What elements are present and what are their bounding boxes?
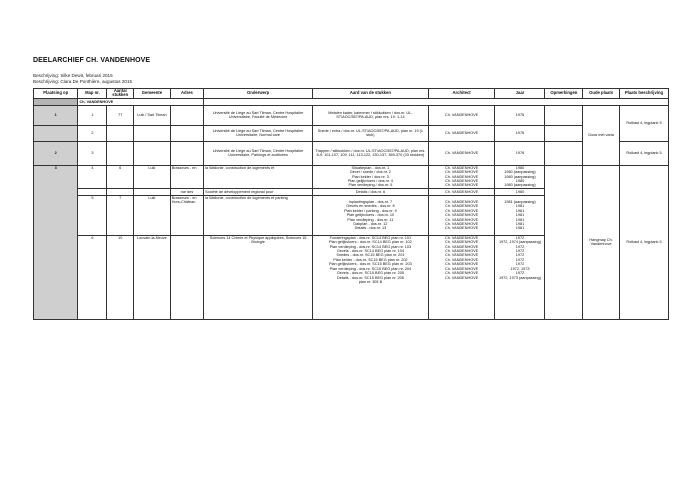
aard-line: Plan gelijkvloers - dos.nr. 10 (346, 213, 395, 218)
architect-cell: Ch. VANDENHOVE (428, 125, 495, 141)
description-line-2: Beschrijving: Clara De Ponthière, augustus 2015 (33, 79, 133, 84)
aard-line: Details - dos.nr. SC15 BEG plan nr. 206 (336, 275, 404, 280)
gemeente-cell: Luik / Sart Tilman (134, 105, 171, 125)
aard-line: Situatieplan - dos.nr. 1 (351, 165, 390, 170)
map-cell: 5 (78, 195, 107, 235)
jaar-line: 1972, 1973 (aanpassing) (498, 275, 541, 280)
jaar-line: 1981 (aanpassing) (504, 199, 536, 204)
architect-cell (428, 235, 495, 319)
aard-line: Plan kelder - dos.nr. SC15 BEG plan nr. 202 (333, 257, 408, 262)
header-jaar: Jaar (495, 89, 545, 99)
architect-line: Ch. VANDENHOVE (444, 170, 479, 175)
aard-line: Plan gelijkvloers / dos.nr. 4 (347, 179, 393, 184)
architect-line: Ch. VANDENHOVE (444, 262, 479, 267)
onderwerp-cell: Université de Liège au Sart Tilman, Centre Hospitalier Universitaire, Faculté de Médecine (204, 105, 313, 125)
onderwerp-cell: Université de Liège au Sart Tilman, Centre Hospitalier Universitaire, Normal care (204, 125, 313, 141)
jaar-line: 1981 (515, 221, 525, 226)
aard-line: Gevels en snedes - dos.nr. 8 (346, 204, 395, 209)
oude-plaats-cell: Hangmap Ch. Vandenhove (583, 165, 620, 319)
architect-line: Ch. VANDENHOVE (444, 174, 479, 179)
aard-line: Snedes - dos.nr. SC15 BEG plan nr. 201 (336, 253, 405, 258)
aard-cell: Details / dos.nr. 6 (313, 188, 429, 195)
jaar-line: 1980 (aanpassing) (504, 183, 536, 188)
table-row (34, 165, 669, 188)
count-cell: 7 (107, 195, 134, 235)
group-cell: 1 (34, 105, 78, 125)
gemeente-cell (134, 188, 171, 195)
jaar-line: 1972, 1974 (aanpassing) (498, 240, 541, 245)
group-cell (34, 125, 78, 141)
opmerkingen-cell (545, 141, 583, 165)
header-onderwerp: Onderwerp (204, 89, 313, 99)
jaar-line: 1980 (515, 179, 525, 184)
architect-line: Ch. VANDENHOVE (444, 165, 479, 170)
plaats-cell: Rolkast 4, legplank 5 (619, 105, 668, 141)
oude-plaats-cell: Doos met varia (583, 105, 620, 165)
aard-line: Plan verdieping - dos.nr. SC15 BEG plan nr. 204 (329, 266, 412, 271)
opmerkingen-cell (545, 165, 583, 319)
gemeente-cell: Luik (134, 165, 171, 188)
onderwerp-cell: Université de Liège au Sart Tilman, Centre Hospitalier Universitaire, Parkings et auditoires (204, 141, 313, 165)
count-cell (107, 141, 134, 165)
architect-line: Ch. VANDENHOVE (444, 244, 479, 249)
adres-cell: Brasseurs - en (170, 165, 203, 188)
adres-cell (170, 141, 203, 165)
adres-cell (170, 125, 203, 141)
header-map: Map nr. (78, 89, 107, 99)
adres-cell (170, 105, 203, 125)
aard-line: Plan verdieping - dos.nr. SC14 BEG plan nr. 103 (329, 244, 412, 249)
jaar-line: 1972 (515, 257, 525, 262)
jaar-line: 1980 (aanpassing) (504, 174, 536, 179)
aard-cell: Snede / extra / dos.nr. UL-ST/AOC/557/PA-AUD, plan nr. 19 (1 stuk) (313, 125, 429, 141)
archive-row-gray (34, 98, 78, 105)
jaar-cell (495, 165, 545, 188)
architect-line: Ch. VANDENHOVE (444, 257, 479, 262)
aard-line: Details - dos.nr. 13 (354, 226, 387, 231)
map-cell (78, 188, 107, 195)
aard-cell: Metalen kader, kalenmer / stikkokken / dos.nr. UL-ST/AOC/557/PA-AUD, plan nrs. 19, 1-14 (313, 105, 429, 125)
aard-line: Plan verdieping / dos.nr. 5 (348, 183, 393, 188)
architect-line: Ch. VANDENHOVE (444, 217, 479, 222)
aard-line: Gevels - dos.nr. SC15 BEG plan nr. 205 (336, 271, 404, 276)
opmerkingen-cell (545, 125, 583, 141)
gemeente-cell: Luik (134, 195, 171, 235)
jaar-cell (495, 195, 545, 235)
group-cell: 2 (34, 141, 78, 165)
jaar-cell: 1976 (495, 105, 545, 125)
aard-line: Gevels - dos.nr. SC14 BEG plan nr. 104 (336, 249, 404, 254)
onderwerp-cell: Sciences 14 Chimie et Physique appliquées, Sciences 15 Biologie (204, 235, 313, 319)
architect-line: Ch. VANDENHOVE (444, 179, 479, 184)
onderwerp-cell: la Wallonie, construction de logements et parking (204, 195, 313, 235)
jaar-cell: 1980 (495, 188, 545, 195)
aard-line: Plan gelijkvloers - dos.nr. SC14 BEG plan nr. 102 (329, 240, 412, 245)
aard-cell (313, 195, 429, 235)
jaar-line: 1981 (515, 226, 525, 231)
map-cell: 2 (78, 125, 107, 141)
onderwerp-cell: Société de développement regional pour (204, 188, 313, 195)
jaar-line: 1972, 1973 (510, 266, 530, 271)
architect-line: Ch. VANDENHOVE (444, 266, 479, 271)
onderwerp-cell: la Wallonie, construction de logements et (204, 165, 313, 188)
archive-label: Ch. VANDENHOVE (78, 98, 204, 105)
table-row (34, 141, 669, 165)
architect-line: Ch. VANDENHOVE (444, 183, 479, 188)
aard-line: Plan gelijkvloers - dos.nr. SC15 BEG plan nr. 203 (329, 262, 412, 267)
count-cell (107, 188, 134, 195)
aard-cell (313, 165, 429, 188)
architect-cell: Ch. VANDENHOVE (428, 188, 495, 195)
aard-cell (313, 235, 429, 319)
aard-line: plan nr. 305 B (358, 279, 383, 284)
jaar-line: 1981 (515, 213, 525, 218)
architect-line: Ch. VANDENHOVE (444, 235, 479, 240)
header-plaats-beschrijving: Plaats beschrijving (619, 89, 668, 99)
jaar-line: 1972 (515, 262, 525, 267)
jaar-line: 1972 (515, 249, 525, 254)
inventory-table (33, 88, 669, 320)
jaar-line: 1981 (515, 217, 525, 222)
jaar-cell: 1976 (495, 141, 545, 165)
gemeente-cell (134, 125, 171, 141)
architect-cell: Ch. VANDENHOVE (428, 141, 495, 165)
adres-cell: rue des (170, 188, 203, 195)
header-opmerkingen: Opmerkingen (545, 89, 583, 99)
aard-line: Plan kelder / parking - dos.nr. 9 (344, 208, 397, 213)
aard-line: Plan verdieping - dos.nr. 11 (347, 217, 394, 222)
group-cell: 3 (34, 165, 78, 319)
architect-line: Ch. VANDENHOVE (444, 208, 479, 213)
header-aantal: Aantal stukken (107, 89, 134, 99)
header-architect: Architect (428, 89, 495, 99)
architect-line: Ch. VANDENHOVE (444, 221, 479, 226)
architect-line: Ch. VANDENHOVE (444, 226, 479, 231)
aard-cell: Trappen / stikkokken / dos.nr. UL-ST/AOC/557/PA-AUD, plan nrs. 6-9, 101-107, 109, 111, 113-122, 130-137, 369-370 (33 stukken) (313, 141, 429, 165)
jaar-cell: 1976 (495, 125, 545, 141)
header-plaatsing: Plaatsing op (34, 89, 78, 99)
jaar-line: 1981 (515, 208, 525, 213)
map-cell: 6 (78, 235, 107, 319)
header-gemeente: Gemeente (134, 89, 171, 99)
plaats-cell: Rolkast 4, legplank 5 (619, 141, 668, 165)
map-cell: 3 (78, 141, 107, 165)
plaats-cell: Rolkast 4, legplank 5 (619, 165, 668, 319)
header-row (34, 89, 669, 99)
architect-line: Ch. VANDENHOVE (444, 271, 479, 276)
architect-line: Ch. VANDENHOVE (444, 199, 479, 204)
architect-line: Ch. VANDENHOVE (444, 213, 479, 218)
count-cell (107, 125, 134, 141)
gemeente-cell (134, 141, 171, 165)
archive-row (34, 98, 669, 105)
map-cell: 1 (78, 105, 107, 125)
architect-line: Ch. VANDENHOVE (444, 204, 479, 209)
header-adres: Adres (170, 89, 203, 99)
jaar-line: 1972 (515, 271, 525, 276)
jaar-line: 1972 (515, 235, 525, 240)
table-row (34, 125, 669, 141)
jaar-line: 1981 (515, 204, 525, 209)
header-oude-plaats: Oude plaats (583, 89, 620, 99)
adres-cell (170, 235, 203, 319)
architect-line: Ch. VANDENHOVE (444, 253, 479, 258)
aard-line: Inplantingsplan - dos.nr. 7 (348, 199, 393, 204)
aard-line: Gevel / snede / dos.nr. 2 (349, 170, 391, 175)
aard-line: Funderingsplan - dos.nr. SC14 BEG plan nr. 101 (329, 235, 412, 240)
aard-line: Dakplan - dos.nr. 12 (353, 221, 388, 226)
map-cell: 4 (78, 165, 107, 188)
count-cell: 77 (107, 105, 134, 125)
description-line-1: Beschrijving: Silke Dewit, februari 2015 (33, 73, 113, 78)
architect-cell (428, 165, 495, 188)
adres-cell: Brasseurs - en Hors-Château (170, 195, 203, 235)
jaar-line: 1972 (515, 253, 525, 258)
table-row (34, 105, 669, 125)
architect-cell (428, 195, 495, 235)
jaar-line: 1980 (515, 165, 525, 170)
architect-line: Ch. VANDENHOVE (444, 275, 479, 280)
architect-cell: Ch. VANDENHOVE (428, 105, 495, 125)
count-cell: 6 (107, 165, 134, 188)
architect-line: Ch. VANDENHOVE (444, 240, 479, 245)
gemeente-cell: Louvain-la-Neuve (134, 235, 171, 319)
jaar-line: 1980 (aanpassing) (504, 170, 536, 175)
document-title: DEELARCHIEF CH. VANDENHOVE (33, 57, 151, 64)
header-aard: Aard van de stukken (313, 89, 429, 99)
count-cell: 10 (107, 235, 134, 319)
aard-line: Plan kelder / dos.nr. 3 (352, 174, 389, 179)
architect-line: Ch. VANDENHOVE (444, 249, 479, 254)
opmerkingen-cell (545, 105, 583, 125)
jaar-line: 1972 (515, 244, 525, 249)
jaar-cell (495, 235, 545, 319)
archive-row-empty (204, 98, 669, 105)
